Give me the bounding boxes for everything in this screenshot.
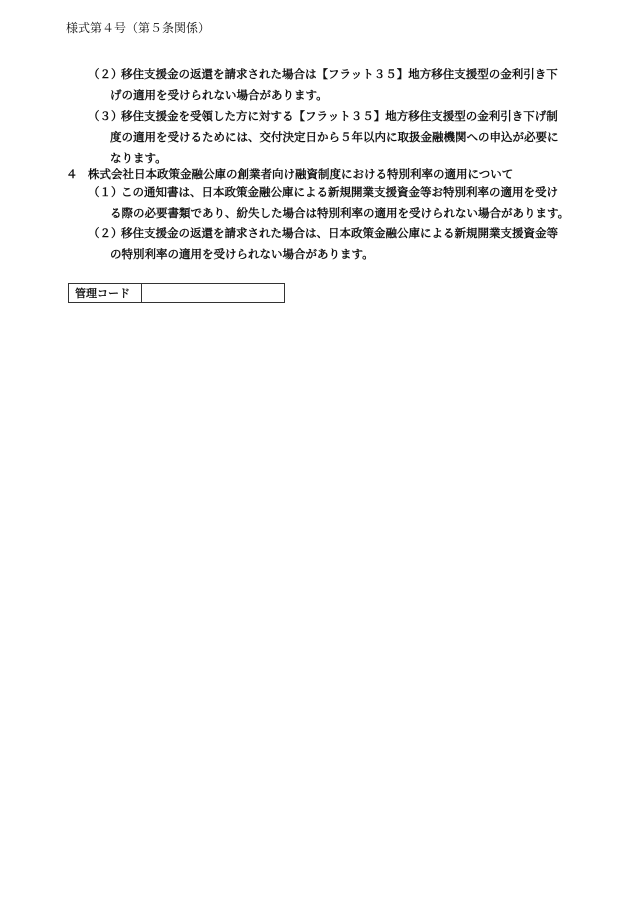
item-text-line: なります。 [110, 151, 167, 165]
section-number: ４ [66, 167, 78, 181]
item-text-line: この通知書は、日本政策金融公庫による新規開業支援資金等お特別利率の適用を受け [121, 185, 558, 199]
item-text-line: 移住支援金の返還を請求された場合は、日本政策金融公庫による新規開業支援資金等 [121, 226, 558, 240]
list-item [88, 106, 568, 169]
management-code-value[interactable] [142, 284, 285, 303]
management-code-label: 管理コード [69, 284, 142, 303]
item-text-line: 度の適用を受けるためには、交付決定日から５年以内に取扱金融機関への申込が必要に [110, 130, 559, 144]
item-number: （２） [88, 67, 123, 81]
item-text-line: る際の必要書類であり、紛失した場合は特別利率の適用を受けられない場合があります。 [110, 206, 570, 220]
item-text-line: の特別利率の適用を受けられない場合があります。 [110, 247, 374, 261]
item-number: （３） [88, 109, 123, 123]
item-text-line: 移住支援金を受領した方に対する【フラット３５】地方移住支援型の金利引き下げ制 [121, 109, 558, 123]
list-item [88, 64, 568, 106]
list-item [88, 223, 568, 265]
list-item [88, 182, 568, 224]
management-code-table [68, 283, 285, 303]
form-number-label: 様式第４号（第５条関係） [66, 21, 211, 35]
item-number: （２） [88, 226, 123, 240]
section-title: 株式会社日本政策金融公庫の創業者向け融資制度における特別利率の適用について [88, 167, 514, 181]
item-text-line: 移住支援金の返還を請求された場合は【フラット３５】地方移住支援型の金利引き下 [121, 67, 558, 81]
item-number: （１） [88, 185, 123, 199]
item-text-line: げの適用を受けられない場合があります。 [110, 88, 328, 102]
